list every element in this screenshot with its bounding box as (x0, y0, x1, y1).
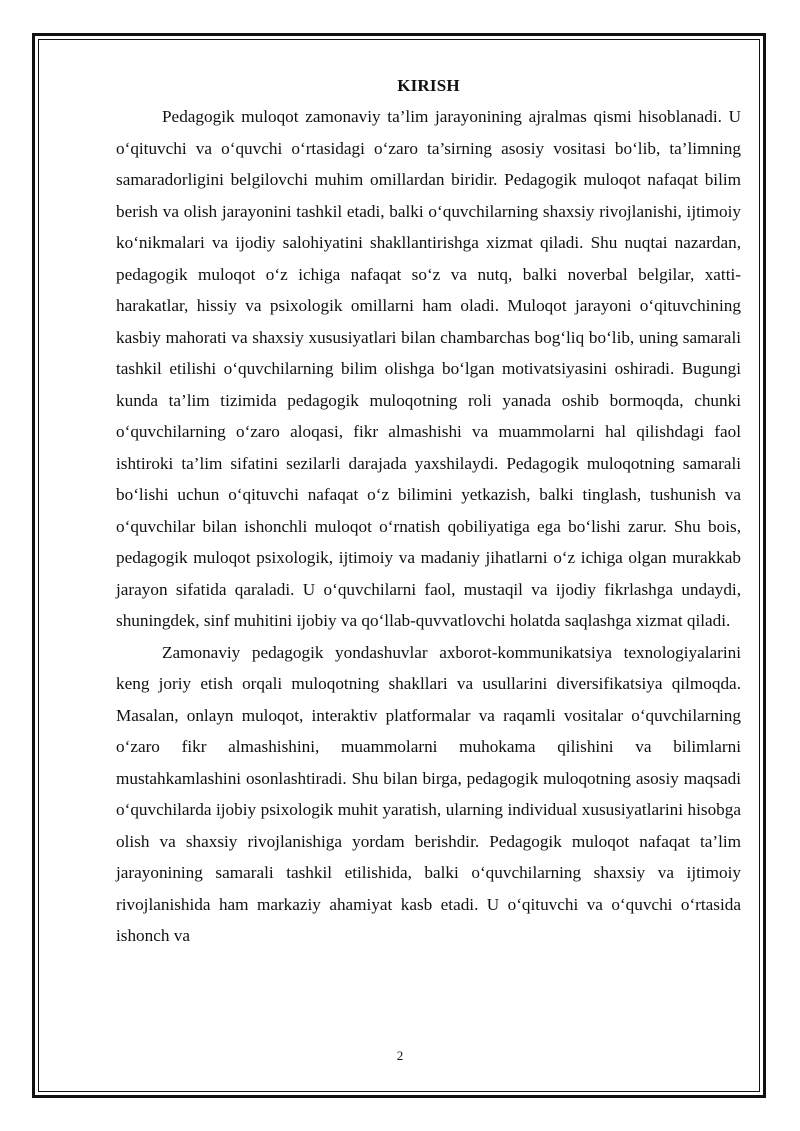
paragraph-2: Zamonaviy pedagogik yondashuvlar axborot-kommunikatsiya texnologiyalarini keng joriy etish orqali muloqotning shakllari va usullarini diversifikatsiya qilmoqda. Masalan, onlayn muloqot, interaktiv platformalar va raqamli vositalar o‘quvchilarning o‘zaro fikr almashishini, muammolarni muhokama qilishini va bilimlarni mustahkamlashini osonlashtiradi. Shu bilan birga, pedagogik muloqotning asosiy maqsadi o‘quvchilarda ijobiy psixologik muhit yaratish, ularning individual xususiyatlarini hisobga olish va shaxsiy rivojlanishiga yordam berishdir. Pedagogik muloqot nafaqat ta’lim jarayonining samarali tashkil etilishida, balki o‘quvchilarning shaxsiy va ijtimoiy rivojlanishida ham markaziy ahamiyat kasb etadi. U o‘qituvchi va o‘quvchi o‘rtasida ishonch va (116, 642, 741, 945)
paragraph-1: Pedagogik muloqot zamonaviy ta’lim jarayonining ajralmas qismi hisoblanadi. U o‘qituvchi va o‘quvchi o‘rtasidagi o‘zaro ta’sirning asosiy vositasi bo‘lib, ta’limning samaradorligini belgilovchi muhim omillardan biridir. Pedagogik muloqot nafaqat bilim berish va olish jarayonini tashkil etadi, balki o‘quvchilarning shaxsiy rivojlanishi, ijtimoiy ko‘nikmalari va ijodiy salohiyatini shakllantirishga xizmat qiladi. Shu nuqtai nazardan, pedagogik muloqot o‘z ichiga nafaqat so‘z va nutq, balki noverbal belgilar, xatti-harakatlar, hissiy va psixologik omillarni ham oladi. Muloqot jarayoni o‘qituvchining kasbiy mahorati va shaxsiy xususiyatlari bilan chambarchas bog‘liq bo‘lib, uning samarali tashkil etilishi o‘quvchilarning bilim olishga bo‘lgan motivatsiyasini oshiradi. Bugungi kunda ta’lim tizimida pedagogik muloqotning roli yanada oshib bormoqda, chunki o‘quvchilarning o‘zaro aloqasi, fikr almashishi va muammolarni hal qilishdagi faol ishtiroki ta’lim sifatini sezilarli darajada yaxshilaydi. Pedagogik muloqotning samarali bo‘lishi uchun o‘qituvchi nafaqat o‘z bilimini yetkazish, balki tinglash, tushunish va o‘quvchilar bilan ishonchli muloqot o‘rnatish qobiliyatiga ega bo‘lishi zarur. Shu bois, pedagogik muloqot psixologik, ijtimoiy va madaniy jihatlarni o‘z ichiga olgan murakkab jarayon sifatida qaraladi. U o‘quvchilarni faol, mustaqil va ijodiy fikrlashga undaydi, shuningdek, sinf muhitini ijobiy va qo‘llab-quvvatlovchi holatda saqlashga xizmat qiladi. (116, 107, 741, 630)
section-heading: KIRISH (397, 76, 460, 95)
page-number: 2 (396, 1048, 404, 1063)
page-body (116, 72, 741, 952)
